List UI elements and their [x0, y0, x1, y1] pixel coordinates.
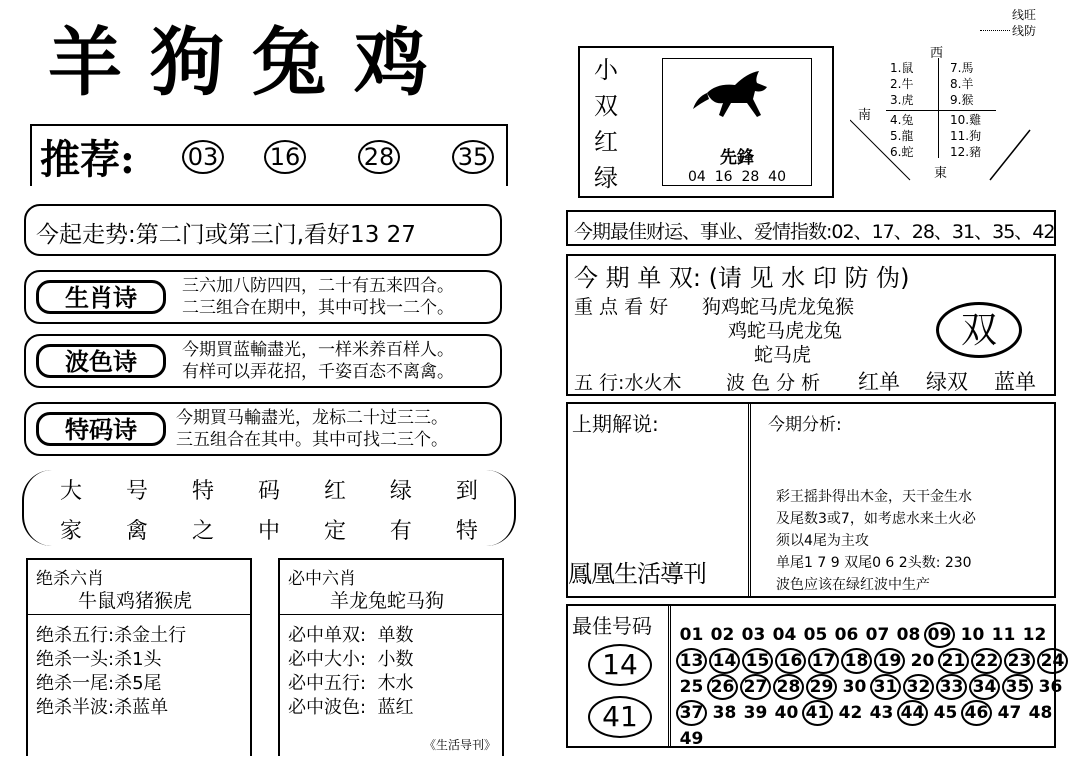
- number-cell: 12: [1022, 625, 1047, 645]
- number-cell: 17: [808, 648, 839, 674]
- number-cell: 01: [679, 625, 704, 645]
- banner-char: 特: [455, 519, 478, 544]
- zodiac-item: 12.豬: [950, 145, 982, 159]
- number-cell: 18: [841, 648, 872, 674]
- number-cell: 22: [971, 648, 1002, 674]
- best-box: [566, 604, 1065, 749]
- number-cell: 40: [774, 703, 799, 723]
- recommend-number: 16: [264, 140, 306, 174]
- number-cell: 34: [969, 674, 1000, 700]
- banner-char: 大: [60, 479, 83, 504]
- kill-value: 杀5尾: [114, 673, 162, 694]
- kill-title: 绝杀六肖: [36, 569, 104, 589]
- number-cell: 38: [712, 703, 737, 723]
- number-cell: 43: [869, 703, 894, 723]
- analysis-box: [566, 402, 1056, 598]
- poem-line: 有样可以弄花招，千姿百态不离禽。: [182, 362, 454, 382]
- number-cell: 48: [1028, 703, 1053, 723]
- number-cell: 20: [910, 651, 935, 671]
- horse-icon: [687, 63, 787, 123]
- number-row: [676, 674, 1063, 700]
- analysis-lines: [776, 486, 976, 596]
- note-fang: 线防: [1012, 24, 1037, 38]
- banner-char: 中: [257, 519, 280, 544]
- poem-label: 生肖诗: [36, 280, 166, 314]
- best-label: 最佳号码: [572, 614, 652, 638]
- single-double-box: [566, 254, 1056, 396]
- banner: [22, 470, 516, 546]
- must-value: 小数: [377, 649, 414, 670]
- zodiac-item: 1.鼠: [890, 61, 914, 75]
- number-cell: 42: [838, 703, 863, 723]
- banner-char: 到: [455, 479, 478, 504]
- sd-title: 今 期 单 双: (请 见 水 印 防 伪): [574, 264, 910, 292]
- recommend-number: 28: [358, 140, 400, 174]
- banner-char: 红: [323, 479, 346, 504]
- zodiac-item: 9.猴: [950, 93, 974, 107]
- compass-right-list: [950, 60, 981, 160]
- poem-label: 特码诗: [36, 412, 166, 446]
- page-title: 羊狗兔鸡: [48, 20, 456, 106]
- xiao-char: 双: [594, 92, 618, 120]
- banner-char: 家: [60, 519, 83, 544]
- number-cell: 26: [707, 674, 738, 700]
- number-cell: 21: [938, 648, 969, 674]
- xiao-char: 红: [594, 128, 618, 156]
- zodiac-item: 11.狗: [950, 129, 982, 143]
- banner-char: 之: [191, 519, 214, 544]
- must-key: 必中大小:: [288, 649, 367, 670]
- number-cell: 37: [676, 700, 707, 726]
- banner-char: 绿: [389, 479, 412, 504]
- poem-label: 波色诗: [36, 344, 166, 378]
- number-row: [676, 622, 1056, 648]
- zodiac-item: 6.蛇: [890, 145, 914, 159]
- number-cell: 14: [709, 648, 740, 674]
- number-cell: 36: [1038, 677, 1063, 697]
- kill-key: 绝杀五行:: [36, 625, 115, 646]
- analysis-line: 波色应该在绿红波中生产: [776, 577, 930, 593]
- number-cell: 47: [997, 703, 1022, 723]
- must-panel: [278, 558, 504, 756]
- zodiac-item: 4.兔: [890, 113, 914, 127]
- trend-box: [24, 204, 502, 256]
- note-wang: 线旺: [1012, 8, 1037, 22]
- number-cell: 32: [903, 674, 934, 700]
- recommend-number: 03: [182, 140, 224, 174]
- banner-row: [60, 474, 478, 505]
- sd-line: 蛇马虎: [754, 344, 812, 366]
- horse-caption: 先鋒: [720, 148, 754, 168]
- fortune-text: 今期最佳财运、事业、爱情指数:02、17、28、31、35、42: [574, 221, 1055, 243]
- kill-panel: [26, 558, 252, 756]
- sd-line: 鸡蛇马虎龙兔: [728, 320, 843, 342]
- xiao-char: 小: [594, 56, 618, 84]
- number-cell: 31: [870, 674, 901, 700]
- xiao-chars: [594, 52, 618, 196]
- banner-char: 有: [389, 519, 412, 544]
- number-cell: 03: [741, 625, 766, 645]
- number-cell: 30: [842, 677, 867, 697]
- compass-west: 西: [930, 46, 944, 61]
- banner-char: 码: [257, 479, 280, 504]
- trend-text: 今起走势:第二门或第三门,看好13 27: [36, 222, 416, 248]
- recommend-number: 35: [452, 140, 494, 174]
- last-label: 上期解说:: [572, 412, 659, 436]
- kill-key: 绝杀一尾:: [36, 673, 115, 694]
- banner-char: 特: [191, 479, 214, 504]
- poem-box-special: [24, 402, 502, 456]
- kill-animals: 牛鼠鸡猪猴虎: [78, 590, 193, 612]
- number-cell: 25: [679, 677, 704, 697]
- compass-left-list: [890, 60, 913, 160]
- analysis-line: 彩王摇卦得出木金，天干金生水: [776, 489, 972, 505]
- sd-wave: 波 色 分 析: [726, 372, 821, 394]
- number-cell: 04: [772, 625, 797, 645]
- number-cell: 41: [802, 700, 833, 726]
- number-cell: 13: [676, 648, 707, 674]
- must-key: 必中五行:: [288, 673, 367, 694]
- banner-row: [60, 514, 478, 545]
- number-cell: 10: [960, 625, 985, 645]
- best-pick: 41: [588, 696, 652, 738]
- zodiac-item: 5.龍: [890, 129, 914, 143]
- kill-value: 杀金土行: [114, 625, 187, 646]
- banner-char: 禽: [125, 519, 148, 544]
- poem-line: 三六加八防四四，二十有五来四合。: [182, 276, 454, 296]
- number-cell: 02: [710, 625, 735, 645]
- xiao-char: 绿: [594, 164, 618, 192]
- compass: [850, 0, 1080, 200]
- analysis-line: 及尾数3或7，如考虑水来土火必: [776, 511, 976, 527]
- number-cell: 24: [1037, 648, 1068, 674]
- zodiac-item: 3.虎: [890, 93, 914, 107]
- must-value: 木水: [377, 673, 414, 694]
- sd-wuxing: 五 行:水火木: [574, 372, 682, 394]
- number-cell: 06: [834, 625, 859, 645]
- zodiac-item: 8.羊: [950, 77, 974, 91]
- horse-panel: [662, 58, 812, 186]
- number-cell: 46: [961, 700, 992, 726]
- analysis-line: 单尾1 7 9 双尾0 6 2头数: 230: [776, 555, 972, 571]
- number-cell: 07: [865, 625, 890, 645]
- sd-badge: 双: [936, 302, 1022, 358]
- kill-value: 杀蓝单: [114, 697, 169, 718]
- number-cell: 33: [936, 674, 967, 700]
- number-cell: 23: [1004, 648, 1035, 674]
- this-label: 今期分析:: [768, 415, 842, 435]
- banner-char: 定: [323, 519, 346, 544]
- horse-numbers: 04 16 28 40: [688, 169, 786, 185]
- sd-color: 红单: [858, 370, 900, 394]
- poem-line: 二三组合在期中，其中可找一二个。: [182, 298, 454, 318]
- sd-line: 狗鸡蛇马虎龙兔猴: [702, 296, 855, 318]
- number-row: [676, 700, 1056, 726]
- recommend-box: [30, 124, 508, 186]
- number-cell: 45: [933, 703, 958, 723]
- zodiac-item: 10.雞: [950, 113, 982, 127]
- must-title: 必中六肖: [288, 569, 356, 589]
- number-cell: 49: [679, 729, 704, 749]
- analysis-line: 须以4尾为主攻: [776, 533, 869, 549]
- number-cell: 39: [743, 703, 768, 723]
- xiao-box: [578, 46, 834, 198]
- must-value: 单数: [377, 625, 414, 646]
- number-cell: 05: [803, 625, 828, 645]
- kill-row: [36, 624, 186, 720]
- poem-line: 今期買蓝輸盡光，一样米养百样人。: [182, 340, 454, 360]
- number-cell: 27: [740, 674, 771, 700]
- best-pick: 14: [588, 644, 652, 686]
- must-animals: 羊龙兔蛇马狗: [330, 590, 445, 612]
- recommend-label: 推荐:: [40, 136, 135, 183]
- must-row: [288, 624, 414, 720]
- zodiac-item: 7.馬: [950, 61, 974, 75]
- fortune-box: [566, 210, 1056, 246]
- poem-line: 三五组合在其中。其中可找二三个。: [176, 430, 448, 450]
- number-cell: 08: [896, 625, 921, 645]
- number-grid: [676, 622, 1065, 752]
- number-cell: 11: [991, 625, 1016, 645]
- brand-text: 鳳凰生活導刊: [568, 560, 706, 588]
- poem-box-wave: [24, 334, 502, 388]
- number-cell: 15: [742, 648, 773, 674]
- number-cell: 28: [773, 674, 804, 700]
- poem-box-zodiac: [24, 270, 502, 324]
- sd-color: 蓝单: [994, 370, 1036, 394]
- zodiac-item: 2.牛: [890, 77, 914, 91]
- sd-color: 绿双: [926, 370, 968, 394]
- compass-east: 東: [934, 166, 948, 181]
- must-value: 蓝红: [377, 697, 414, 718]
- kill-key: 绝杀半波:: [36, 697, 115, 718]
- number-row: [676, 648, 1065, 674]
- poem-line: 今期買马輸盡光，龙标二十过三三。: [176, 408, 448, 428]
- number-row: [676, 726, 1056, 752]
- number-cell: 16: [775, 648, 806, 674]
- number-cell: 19: [874, 648, 905, 674]
- must-footer: 《生活导刊》: [423, 738, 496, 752]
- must-key: 必中单双:: [288, 625, 367, 646]
- number-cell: 44: [897, 700, 928, 726]
- number-cell: 29: [806, 674, 837, 700]
- compass-south: 南: [858, 108, 872, 123]
- kill-value: 杀1头: [114, 649, 162, 670]
- kill-key: 绝杀一头:: [36, 649, 115, 670]
- banner-char: 号: [125, 479, 148, 504]
- number-cell: 09: [924, 622, 955, 648]
- must-key: 必中波色:: [288, 697, 367, 718]
- number-cell: 35: [1002, 674, 1033, 700]
- sd-focus-label: 重 点 看 好: [574, 296, 669, 318]
